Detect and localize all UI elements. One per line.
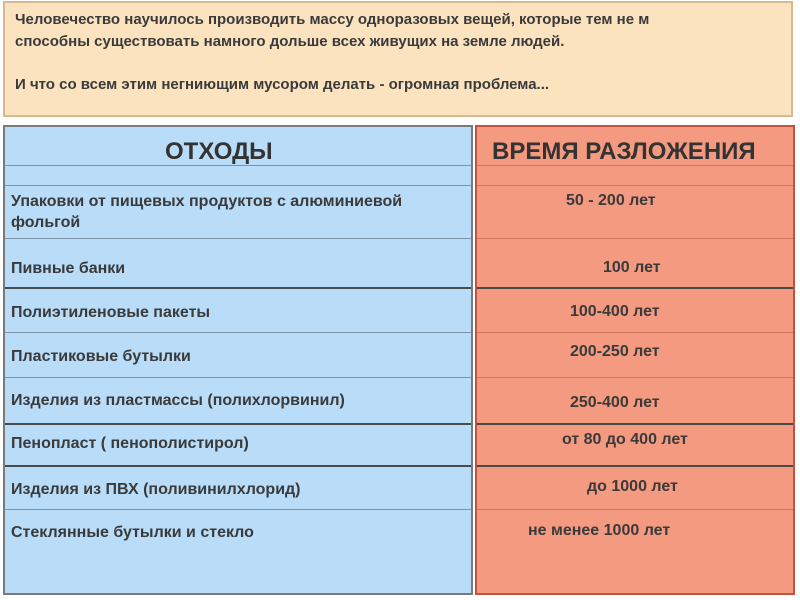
time-cell: 100-400 лет [570,303,660,320]
intro-line-1: Человечество научилось производить массу одноразовых вещей, которые тем не м [15,11,650,28]
waste-cell: Полиэтиленовые пакеты [11,304,211,321]
row-divider [5,332,471,333]
intro-box [3,1,793,117]
row-divider [477,185,793,186]
row-divider [5,465,471,467]
row-divider [477,165,793,166]
time-cell: 100 лет [603,259,661,276]
waste-cell: Пивные банки [11,260,126,277]
waste-column [3,125,473,595]
row-divider [477,465,793,467]
row-divider [5,509,471,510]
header-waste: ОТХОДЫ [165,138,273,165]
time-cell: 50 - 200 лет [566,192,656,209]
row-divider [477,509,793,510]
waste-cell: Упаковки от пищевых продуктов с алюминиевой фольгой [11,193,403,231]
row-divider [477,332,793,333]
time-cell: 250-400 лет [570,394,660,411]
row-divider [477,423,793,425]
waste-cell: Стеклянные бутылки и стекло [11,524,254,541]
time-column [475,125,795,595]
waste-cell: Пенопласт ( пенополистирол) [11,435,249,452]
intro-line-2: способны существовать намного дольше всех живущих на земле людей. [15,33,565,50]
row-divider [477,377,793,378]
row-divider [5,185,471,186]
row-divider [477,238,793,239]
row-divider [5,238,471,239]
intro-line-3: И что со всем этим негниющим мусором делать - огромная проблема... [15,76,550,93]
waste-cell: Пластиковые бутылки [11,348,191,365]
row-divider [5,287,471,289]
time-cell: до 1000 лет [587,478,678,495]
waste-cell: Изделия из пластмассы (полихлорвинил) [11,392,345,409]
waste-cell: Изделия из ПВХ (поливинилхлорид) [11,481,301,498]
time-cell: от 80 до 400 лет [562,431,688,448]
time-cell: 200-250 лет [570,343,660,360]
row-divider [477,287,793,289]
time-cell: не менее 1000 лет [528,522,671,539]
row-divider [5,165,471,166]
row-divider [5,377,471,378]
header-time: ВРЕМЯ РАЗЛОЖЕНИЯ [492,138,756,165]
row-divider [5,423,471,425]
